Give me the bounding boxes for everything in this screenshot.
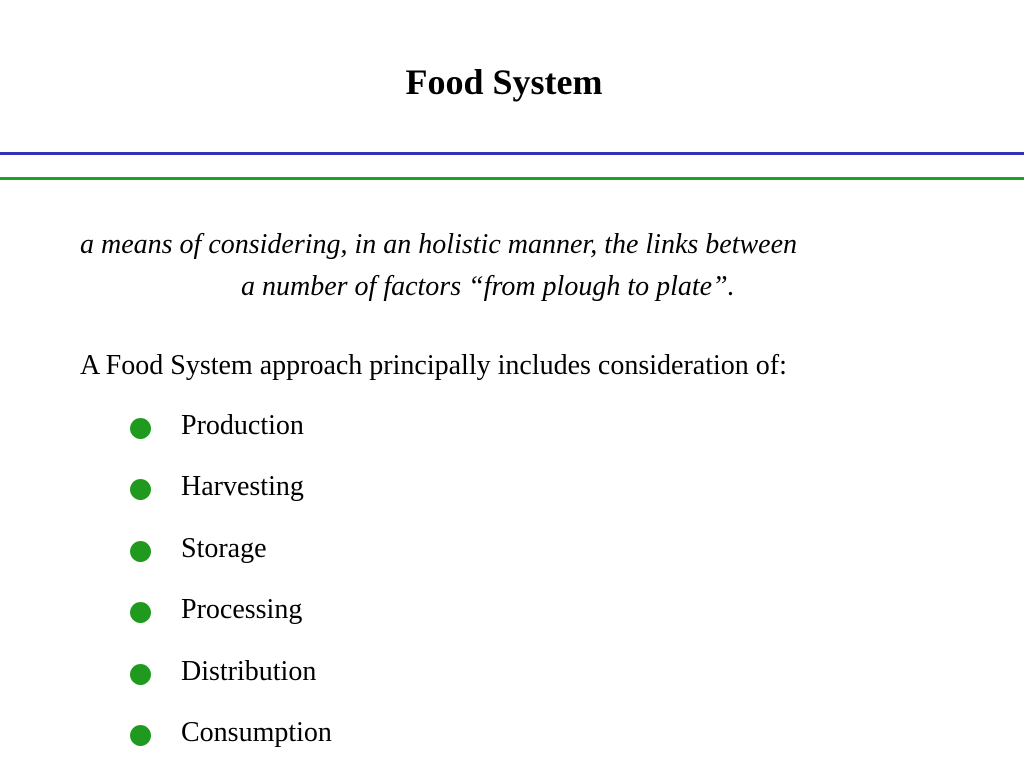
bullet-label: Production — [181, 410, 304, 441]
list-item — [130, 466, 332, 527]
title-divider-green — [0, 177, 1024, 180]
list-item — [130, 589, 332, 650]
bullet-dot-icon — [130, 541, 151, 562]
bullet-dot-icon — [130, 664, 151, 685]
slide-title: Food System — [405, 62, 603, 102]
bullet-dot-icon — [130, 725, 151, 746]
bullet-label: Storage — [181, 532, 267, 564]
bullet-label: Distribution — [181, 655, 317, 687]
bullet-label: Consumption — [181, 716, 332, 748]
bullet-dot-icon — [130, 418, 151, 439]
list-item — [130, 651, 332, 712]
intro-text: A Food System approach principally includes consideration of: — [80, 350, 787, 381]
list-item — [130, 712, 332, 773]
bullet-dot-icon — [130, 479, 151, 500]
bullet-label: Harvesting — [181, 471, 304, 503]
bullet-dot-icon — [130, 602, 151, 623]
definition-line-1: a means of considering, in an holistic manner, the links between — [80, 229, 798, 260]
bullet-list — [130, 405, 332, 773]
title-divider-blue — [0, 152, 1024, 155]
bullet-label: Processing — [181, 594, 303, 626]
definition-text — [80, 224, 960, 308]
definition-line-2: a number of factors “from plough to plate”. — [241, 271, 735, 302]
list-item — [130, 405, 332, 466]
list-item — [130, 528, 332, 589]
